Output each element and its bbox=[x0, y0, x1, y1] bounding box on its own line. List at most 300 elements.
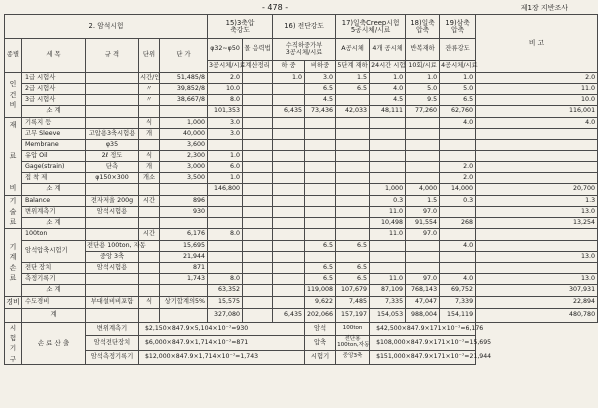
row-value bbox=[243, 140, 273, 151]
row-value: 1,000 bbox=[370, 184, 406, 196]
row-value bbox=[208, 207, 243, 218]
header-remark: 비 고 bbox=[476, 15, 598, 73]
row-value bbox=[336, 95, 370, 106]
header-shear: 16) 전단강도 bbox=[273, 15, 336, 39]
row-value bbox=[243, 229, 273, 241]
table-row bbox=[5, 308, 598, 322]
row-value bbox=[336, 218, 370, 229]
row-value bbox=[406, 241, 440, 252]
row-value: 87,109 bbox=[370, 285, 406, 297]
row-price: 6,176 bbox=[160, 229, 208, 241]
row-value: 1.5 bbox=[336, 73, 370, 84]
row-value: 6.5 bbox=[336, 84, 370, 95]
row-value: 97.0 bbox=[406, 207, 440, 218]
table-row bbox=[5, 162, 598, 173]
row-spec bbox=[86, 106, 139, 118]
table-row bbox=[5, 229, 598, 241]
row-unit bbox=[139, 207, 160, 218]
group-total-blank bbox=[5, 308, 22, 322]
subheader-mohr: 몰 응력법 bbox=[243, 39, 273, 61]
row-value bbox=[370, 263, 406, 274]
row-value bbox=[336, 140, 370, 151]
row-unit bbox=[139, 218, 160, 229]
row-item: 소 계 bbox=[22, 218, 86, 229]
row-value bbox=[370, 140, 406, 151]
header-price: 단 가 bbox=[160, 39, 208, 73]
bottom-tool-label: 시 험 기 구 bbox=[5, 322, 22, 365]
row-spec: 2ℓ 정도 bbox=[86, 151, 139, 162]
row-spec bbox=[86, 285, 139, 297]
row-price: 21,944 bbox=[160, 252, 208, 263]
row-value: 10,498 bbox=[370, 218, 406, 229]
row-value bbox=[336, 173, 370, 184]
row-unit bbox=[139, 184, 160, 196]
header-type: 종별 bbox=[5, 39, 22, 73]
row-unit: 시간 bbox=[139, 229, 160, 241]
row-value bbox=[273, 84, 305, 95]
row-value: 268 bbox=[440, 218, 476, 229]
bottom-cost-label: 손 료 산 출 bbox=[22, 322, 86, 365]
row-item: 유압 Oil bbox=[22, 151, 86, 162]
row-value: 77,260 bbox=[406, 106, 440, 118]
header-item: 세 목 bbox=[22, 39, 86, 73]
row-value bbox=[243, 106, 273, 118]
row-spec bbox=[86, 95, 139, 106]
row-value bbox=[243, 263, 273, 274]
row-value: 6.0 bbox=[208, 162, 243, 173]
subheader-c17a: 5단계 재하 bbox=[336, 61, 370, 73]
subheader-c19a: 4공시체/시료 bbox=[440, 61, 476, 73]
row-value bbox=[243, 297, 273, 309]
row-value bbox=[336, 162, 370, 173]
row-value: 154,119 bbox=[440, 308, 476, 322]
bottom-right-formula: $151,000×847.9×171×10⁻⁷=21,944 bbox=[370, 350, 476, 365]
subheader-diameter: φ32∼φ50 bbox=[208, 39, 243, 61]
subheader-cyclic: 반복재하 bbox=[406, 39, 440, 61]
row-value bbox=[243, 173, 273, 184]
row-value: 6.5 bbox=[336, 274, 370, 285]
row-unit: 개소 bbox=[139, 173, 160, 184]
row-price bbox=[160, 285, 208, 297]
bottom-right-formula: $108,000×847.9×171×10⁻⁷=15,695 bbox=[370, 335, 476, 350]
table-row bbox=[5, 129, 598, 140]
row-value: 6.5 bbox=[305, 274, 336, 285]
row-value bbox=[370, 151, 406, 162]
row-spec: φ150×300 bbox=[86, 173, 139, 184]
bottom-left-formula: $6,000×847.9×1,714×10⁻⁷=871 bbox=[139, 335, 305, 350]
row-value: 101,353 bbox=[208, 106, 243, 118]
row-value bbox=[476, 229, 598, 241]
row-value bbox=[243, 207, 273, 218]
row-value bbox=[305, 252, 336, 263]
row-value bbox=[243, 129, 273, 140]
row-value: 6.5 bbox=[305, 84, 336, 95]
row-value bbox=[336, 196, 370, 207]
row-spec bbox=[86, 84, 139, 95]
table-row bbox=[5, 263, 598, 274]
row-value bbox=[273, 263, 305, 274]
row-value bbox=[305, 196, 336, 207]
row-value bbox=[208, 263, 243, 274]
row-value: 13,254 bbox=[476, 218, 598, 229]
row-value: 1.0 bbox=[273, 73, 305, 84]
row-value bbox=[406, 252, 440, 263]
row-value bbox=[243, 285, 273, 297]
row-value: 4.5 bbox=[305, 95, 336, 106]
row-value bbox=[273, 140, 305, 151]
row-value bbox=[440, 207, 476, 218]
row-value: 2.0 bbox=[440, 173, 476, 184]
row-price: 3,000 bbox=[160, 162, 208, 173]
group-equip: 기 계 손 료 bbox=[5, 229, 22, 297]
row-value bbox=[305, 173, 336, 184]
row-item: 기록지 등 bbox=[22, 118, 86, 129]
row-price: 15,695 bbox=[160, 241, 208, 252]
row-value bbox=[243, 241, 273, 252]
row-unit bbox=[139, 263, 160, 274]
row-price: 2,300 bbox=[160, 151, 208, 162]
row-value bbox=[243, 308, 273, 322]
row-value: 3.0 bbox=[208, 118, 243, 129]
row-spec: 암석시험용 bbox=[86, 207, 139, 218]
table-row bbox=[5, 241, 598, 252]
row-value: 0.3 bbox=[370, 196, 406, 207]
row-value: 6,435 bbox=[273, 106, 305, 118]
table-row bbox=[5, 274, 598, 285]
row-value bbox=[243, 184, 273, 196]
row-value bbox=[476, 173, 598, 184]
row-value bbox=[273, 297, 305, 309]
row-value bbox=[273, 229, 305, 241]
row-value: 14,000 bbox=[440, 184, 476, 196]
row-value: 6.5 bbox=[305, 263, 336, 274]
row-value bbox=[208, 140, 243, 151]
row-value bbox=[273, 252, 305, 263]
row-unit: 〃 bbox=[139, 84, 160, 95]
row-value bbox=[336, 129, 370, 140]
row-price: 1,743 bbox=[160, 274, 208, 285]
row-price: 51,485/8 bbox=[160, 73, 208, 84]
row-value bbox=[336, 229, 370, 241]
row-value bbox=[305, 118, 336, 129]
table-row bbox=[5, 106, 598, 118]
row-value: 73,436 bbox=[305, 106, 336, 118]
subheader-c15a: 3공시체/시료 bbox=[208, 61, 243, 73]
row-value bbox=[273, 196, 305, 207]
table-row bbox=[5, 196, 598, 207]
row-value bbox=[476, 129, 598, 140]
row-price: 3,500 bbox=[160, 173, 208, 184]
row-value: 69,752 bbox=[440, 285, 476, 297]
row-spec bbox=[86, 274, 139, 285]
bottom-left-label: 변위계측기 bbox=[86, 322, 139, 335]
row-item: Balance bbox=[22, 196, 86, 207]
row-value: 13.0 bbox=[476, 274, 598, 285]
row-value bbox=[273, 285, 305, 297]
table-row bbox=[5, 151, 598, 162]
row-value: 62,760 bbox=[440, 106, 476, 118]
row-item: 변위계측기 bbox=[22, 207, 86, 218]
row-value: 9.5 bbox=[406, 95, 440, 106]
row-price: 871 bbox=[160, 263, 208, 274]
row-value bbox=[370, 162, 406, 173]
row-item: 소 계 bbox=[22, 184, 86, 196]
table-row bbox=[5, 218, 598, 229]
row-value bbox=[273, 129, 305, 140]
subheader-c16a: 하 중 bbox=[273, 61, 305, 73]
row-value: 11.0 bbox=[476, 84, 598, 95]
table-row bbox=[5, 322, 598, 335]
row-value: 307,931 bbox=[476, 285, 598, 297]
row-value: 15,575 bbox=[208, 297, 243, 309]
row-item: Membrane bbox=[22, 140, 86, 151]
table-row bbox=[5, 118, 598, 129]
row-value bbox=[273, 118, 305, 129]
row-value: 157,197 bbox=[336, 308, 370, 322]
row-unit bbox=[139, 140, 160, 151]
row-item: 전단 장치 bbox=[22, 263, 86, 274]
bottom-right-label: 중앙3축 bbox=[336, 350, 370, 365]
row-value bbox=[440, 263, 476, 274]
row-unit: 식 bbox=[139, 151, 160, 162]
header-triaxial: 15)3축압 축강도 bbox=[208, 15, 273, 39]
row-value bbox=[243, 95, 273, 106]
row-unit: 시간 bbox=[139, 196, 160, 207]
row-value bbox=[243, 274, 273, 285]
row-value bbox=[406, 173, 440, 184]
row-value: 3.0 bbox=[208, 129, 243, 140]
subheader-a-specimen: A공시체 bbox=[336, 39, 370, 61]
row-price: 930 bbox=[160, 207, 208, 218]
row-value: 42,033 bbox=[336, 106, 370, 118]
bottom-mid-label: 시험기 bbox=[305, 350, 336, 365]
row-unit: 개 bbox=[139, 162, 160, 173]
row-value bbox=[273, 184, 305, 196]
table-row bbox=[5, 95, 598, 106]
row-value bbox=[440, 229, 476, 241]
row-value: 63,352 bbox=[208, 285, 243, 297]
row-value bbox=[476, 140, 598, 151]
row-value bbox=[243, 218, 273, 229]
row-item: 100ton bbox=[22, 229, 86, 241]
row-value bbox=[305, 140, 336, 151]
row-value: 48,111 bbox=[370, 106, 406, 118]
row-value: 97.0 bbox=[406, 274, 440, 285]
table-row bbox=[5, 297, 598, 309]
row-value: 107,679 bbox=[336, 285, 370, 297]
row-value: 11.0 bbox=[370, 274, 406, 285]
row-value: 146,800 bbox=[208, 184, 243, 196]
row-value: 1.5 bbox=[406, 196, 440, 207]
row-value bbox=[336, 207, 370, 218]
row-value bbox=[336, 184, 370, 196]
row-value bbox=[406, 151, 440, 162]
row-price: 896 bbox=[160, 196, 208, 207]
row-spec bbox=[86, 229, 139, 241]
header-group-rock-test: 2. 암석시험 bbox=[5, 15, 208, 39]
row-item: 계 bbox=[22, 308, 86, 322]
row-value: 4.0 bbox=[440, 241, 476, 252]
row-item: Gage(strain) bbox=[22, 162, 86, 173]
row-value: 1.3 bbox=[476, 196, 598, 207]
row-value bbox=[273, 173, 305, 184]
row-value: 10.0 bbox=[476, 95, 598, 106]
row-unit: 개 bbox=[139, 129, 160, 140]
group-material: 재 료 비 bbox=[5, 118, 22, 196]
row-value bbox=[476, 151, 598, 162]
row-value: 116,001 bbox=[476, 106, 598, 118]
row-value bbox=[370, 252, 406, 263]
row-value bbox=[243, 73, 273, 84]
row-unit bbox=[139, 106, 160, 118]
bottom-right-label: 100ton bbox=[336, 322, 370, 335]
bottom-left-label: 암석측정기록기 bbox=[86, 350, 139, 365]
row-value bbox=[336, 118, 370, 129]
subheader-c18a: 10회/시료 bbox=[406, 61, 440, 73]
row-item: 암석압축시험기 bbox=[22, 241, 86, 263]
subheader-c16b: 비하중 bbox=[305, 61, 336, 73]
row-value: 9,622 bbox=[305, 297, 336, 309]
row-value bbox=[406, 140, 440, 151]
row-spec bbox=[86, 218, 139, 229]
row-value bbox=[406, 129, 440, 140]
subheader-residual: 잔류강도 bbox=[440, 39, 476, 61]
row-price: 상기합계의5% bbox=[160, 297, 208, 309]
row-spec: 단측 bbox=[86, 162, 139, 173]
row-value bbox=[476, 241, 598, 252]
row-value bbox=[273, 95, 305, 106]
row-value: 91,554 bbox=[406, 218, 440, 229]
row-value: 3.0 bbox=[305, 73, 336, 84]
row-price bbox=[160, 308, 208, 322]
row-unit bbox=[139, 274, 160, 285]
row-value: 11.0 bbox=[370, 229, 406, 241]
row-item: 2급 시험사 bbox=[22, 84, 86, 95]
row-value bbox=[370, 173, 406, 184]
row-item: 소 계 bbox=[22, 106, 86, 118]
row-item: 측정기록기 bbox=[22, 274, 86, 285]
subheader-four-specimens: 4개 공시체 bbox=[370, 39, 406, 61]
row-value: 6.5 bbox=[336, 241, 370, 252]
row-value: 1.0 bbox=[370, 73, 406, 84]
header-unit: 단위 bbox=[139, 39, 160, 73]
row-value: 2.0 bbox=[440, 162, 476, 173]
group-expense: 경비 bbox=[6, 298, 20, 306]
row-item: 접 착 제 bbox=[22, 173, 86, 184]
table-row bbox=[5, 84, 598, 95]
header-creep: 17)일축Creep시험 5공시체/시료 bbox=[336, 15, 406, 39]
row-value: 4.0 bbox=[476, 118, 598, 129]
table-row bbox=[5, 173, 598, 184]
row-spec: 암석시험용 bbox=[86, 263, 139, 274]
row-value: 2.0 bbox=[208, 73, 243, 84]
row-value: 8.0 bbox=[208, 95, 243, 106]
row-value: 0.3 bbox=[440, 196, 476, 207]
row-value bbox=[305, 162, 336, 173]
row-value: 4.0 bbox=[440, 274, 476, 285]
row-value bbox=[406, 118, 440, 129]
row-value: 7,335 bbox=[370, 297, 406, 309]
row-value bbox=[273, 241, 305, 252]
bottom-mid-label: 압축 bbox=[305, 335, 336, 350]
row-value: 6.5 bbox=[440, 95, 476, 106]
bottom-right-formula: $42,500×847.9×171×10⁻⁷=6,176 bbox=[370, 322, 476, 335]
row-spec bbox=[86, 184, 139, 196]
row-value: 5.0 bbox=[440, 84, 476, 95]
row-value: 10.0 bbox=[208, 84, 243, 95]
row-value bbox=[440, 129, 476, 140]
row-value: 5.0 bbox=[406, 84, 440, 95]
row-value bbox=[370, 129, 406, 140]
group-labor: 인 건 비 bbox=[5, 73, 22, 118]
row-value bbox=[305, 218, 336, 229]
row-item: 소 계 bbox=[22, 285, 86, 297]
row-value bbox=[440, 140, 476, 151]
row-value: 4.0 bbox=[440, 118, 476, 129]
table-row bbox=[5, 15, 598, 39]
row-value: 20,700 bbox=[476, 184, 598, 196]
table-row bbox=[5, 184, 598, 196]
row-price: 1,000 bbox=[160, 118, 208, 129]
row-value bbox=[440, 151, 476, 162]
row-spec: 전자저울 200g bbox=[86, 196, 139, 207]
row-unit bbox=[139, 308, 160, 322]
row-unit bbox=[139, 285, 160, 297]
group-tech: 기 술 료 bbox=[5, 196, 22, 229]
cost-table bbox=[4, 14, 598, 365]
header-spec: 규 격 bbox=[86, 39, 139, 73]
row-value: 13.0 bbox=[476, 207, 598, 218]
bottom-left-formula: $2,150×847.9×5,104×10⁻⁷=930 bbox=[139, 322, 305, 335]
row-value: 6.5 bbox=[336, 263, 370, 274]
header-triaxial-residual: 19)삼축 압축 bbox=[440, 15, 476, 39]
row-item: 고무 Sleeve bbox=[22, 129, 86, 140]
row-value: 1.0 bbox=[406, 73, 440, 84]
row-value bbox=[208, 252, 243, 263]
row-spec bbox=[86, 118, 139, 129]
row-value bbox=[440, 252, 476, 263]
row-item: 1급 시험사 bbox=[22, 73, 86, 84]
table-row bbox=[5, 335, 598, 350]
row-value bbox=[336, 252, 370, 263]
bottom-left-formula: $12,000×847.9×1,714×10⁻⁷=1,743 bbox=[139, 350, 305, 365]
row-value bbox=[243, 252, 273, 263]
row-value: 154,053 bbox=[370, 308, 406, 322]
row-item: 수도경비 bbox=[22, 297, 86, 309]
table-row bbox=[5, 73, 598, 84]
table-row bbox=[5, 140, 598, 151]
row-spec: 고압용3축시험용 bbox=[86, 129, 139, 140]
row-spec: 부대설비비포함 bbox=[86, 297, 139, 309]
row-unit: 식 bbox=[139, 297, 160, 309]
row-value: 97.0 bbox=[406, 229, 440, 241]
row-value: 7,485 bbox=[336, 297, 370, 309]
row-item: 3급 시험사 bbox=[22, 95, 86, 106]
row-price bbox=[160, 218, 208, 229]
row-unit: 식 bbox=[139, 118, 160, 129]
row-value: 2.0 bbox=[476, 73, 598, 84]
row-price bbox=[160, 184, 208, 196]
row-value: 22,894 bbox=[476, 297, 598, 309]
row-value bbox=[243, 162, 273, 173]
row-value: 47,047 bbox=[406, 297, 440, 309]
bottom-left-label: 암석전단장치 bbox=[86, 335, 139, 350]
row-spec bbox=[86, 308, 139, 322]
row-value bbox=[208, 196, 243, 207]
row-price: 3,600 bbox=[160, 140, 208, 151]
row-value bbox=[243, 84, 273, 95]
row-value: 1.0 bbox=[208, 173, 243, 184]
